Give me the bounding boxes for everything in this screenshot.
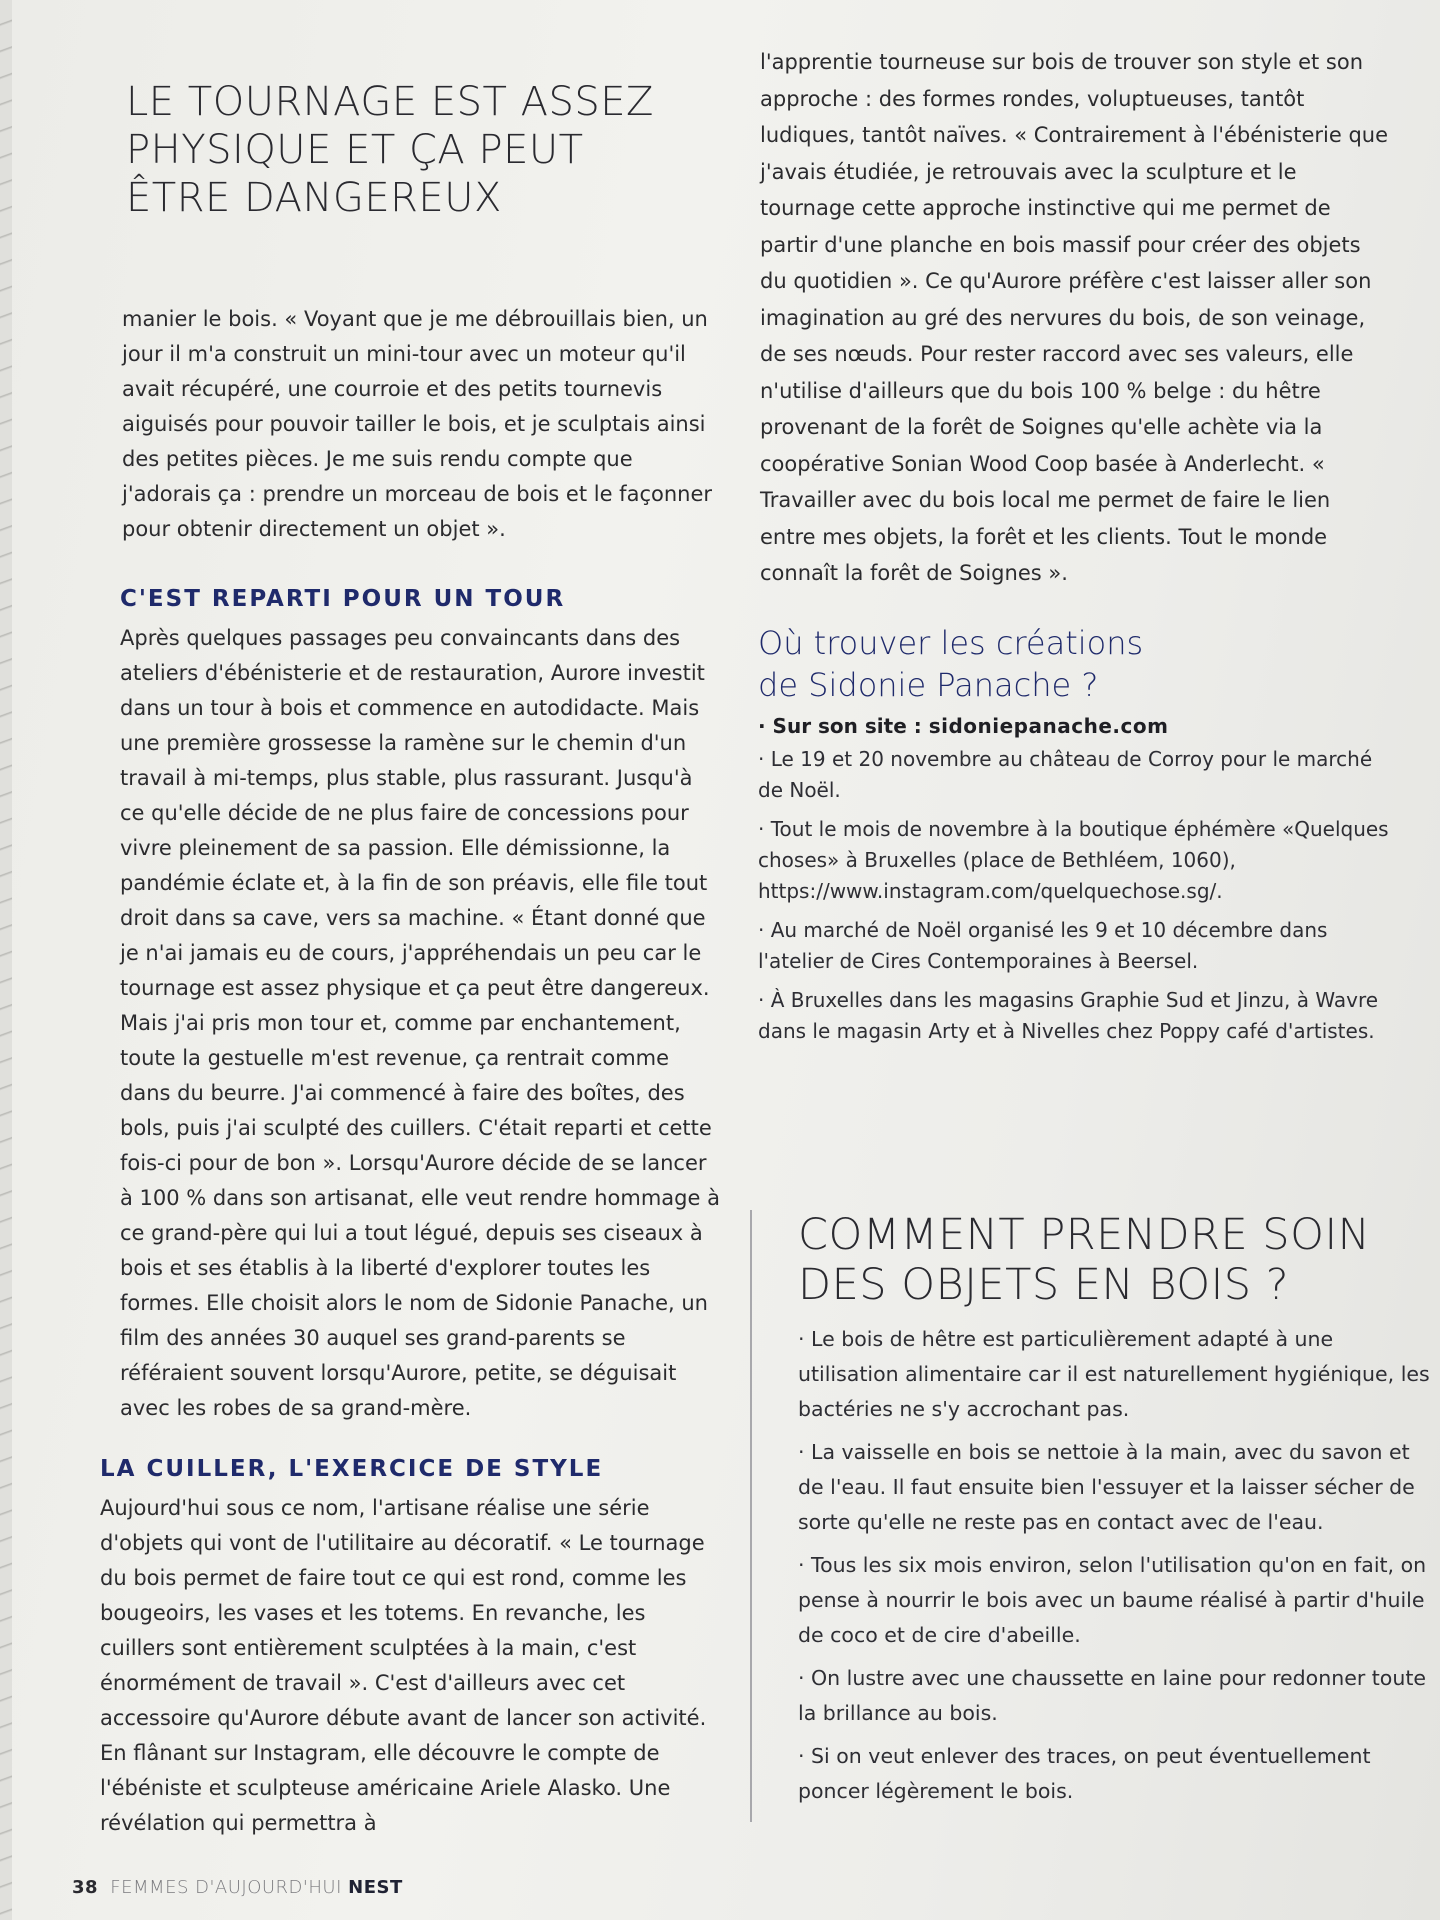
where-item-boutique: · Tout le mois de novembre à la boutique éphémère «Quelques choses» à Bruxelles (place de Bethléem, 1060), https://www.instagram.com/quelquechose.sg/. — [758, 817, 1389, 903]
where-item-shops: · À Bruxelles dans les magasins Graphie Sud et Jinzu, à Wavre dans le magasin Arty et à Nivelles chez Poppy café d'artistes. — [758, 988, 1379, 1043]
care-list — [798, 1322, 1438, 1809]
where-to-find-box — [758, 622, 1398, 1055]
right-column-body — [760, 44, 1390, 592]
care-item-poncer: · Si on veut enlever des traces, on peut éventuellement poncer légèrement le bois. — [798, 1744, 1371, 1803]
section-2-paragraph: Aujourd'hui sous ce nom, l'artisane réalise une série d'objets qui vont de l'utilitaire au décoratif. « Le tournage du bois permet de faire tout ce qui est rond, comme les bougeoirs, les vases et les totems. En revanche, les cuillers sont entièrement sculptées à la main, c'est énormément de travail ». C'est d'ailleurs avec cet accessoire qu'Aurore débute avant de lancer son activité. En flânant sur Instagram, elle découvre le compte de l'ébéniste et sculpteuse américaine Ariele Alasko. Une révélation qui permettra à — [100, 1496, 707, 1835]
page-binding-edge — [0, 0, 12, 1920]
section-heading-cuiller: LA CUILLER, L'EXERCICE DE STYLE — [100, 1456, 604, 1482]
care-item-vaisselle: · La vaisselle en bois se nettoie à la main, avec du savon et de l'eau. Il faut ensuite bien l'essuyer et la laisser sécher de sorte qu'elle ne reste pas en contact avec de l'eau. — [798, 1440, 1415, 1534]
website-line — [758, 714, 1398, 738]
wood-care-box — [750, 1210, 1438, 1822]
left-column-section-1 — [120, 582, 720, 1426]
page-number: 38 — [72, 1877, 99, 1898]
where-title-line-2: de Sidonie Panache ? — [758, 666, 1099, 704]
section-heading-reparti: C'EST REPARTI POUR UN TOUR — [120, 586, 566, 612]
where-title-line-1: Où trouver les créations — [758, 624, 1144, 662]
section-brand: NEST — [348, 1877, 403, 1898]
website-link[interactable]: sidoniepanache.com — [928, 714, 1169, 738]
where-item-beersel: · Au marché de Noël organisé les 9 et 10 décembre dans l'atelier de Cires Contemporaines à Beersel. — [758, 918, 1328, 973]
intro-paragraph: manier le bois. « Voyant que je me débrouillais bien, un jour il m'a construit un mini-tour avec un moteur qu'il avait récupéré, une courroie et des petits tournevis aiguisés pour pouvoir tailler le bois, et je sculptais ainsi des petites pièces. Je me suis rendu compte que j'adorais ça : prendre un morceau de bois et le façonner pour obtenir directement un objet ». — [122, 307, 713, 541]
care-title: COMMENT PRENDRE SOIN DES OBJETS EN BOIS ? — [798, 1210, 1371, 1310]
where-item-corroy: · Le 19 et 20 novembre au château de Corroy pour le marché de Noël. — [758, 747, 1373, 802]
magazine-name: FEMMES D'AUJOURD'HUI — [110, 1877, 342, 1898]
website-label: · Sur son site : — [758, 714, 922, 738]
care-item-nourrir: · Tous les six mois environ, selon l'utilisation qu'on en fait, on pense à nourrir le bois avec un baume réalisé à partir d'huile de coco et de cire d'abeille. — [798, 1553, 1427, 1647]
right-column-paragraph: l'apprentie tourneuse sur bois de trouver son style et son approche : des formes rondes, voluptueuses, tantôt ludiques, tantôt naïves. « Contrairement à l'ébénisterie que j'avais étudiée, je retrouvais avec la sculpture et le tournage cette approche instinctive qui me permet de partir d'une planche en bois massif pour créer des objets du quotidien ». Ce qu'Aurore préfère c'est laisser aller son imagination au gré des nervures du bois, de son veinage, de ses nœuds. Pour rester raccord avec ses valeurs, elle n'utilise d'ailleurs que du bois 100 % belge : du hêtre provenant de la forêt de Soignes qu'elle achète via la coopérative Sonian Wood Coop basée à Anderlecht. « Travailler avec du bois local me permet de faire le lien entre mes objets, la forêt et les clients. Tout le monde connaît la forêt de Soignes ». — [760, 50, 1389, 585]
left-column-intro — [122, 302, 722, 547]
left-column-section-2 — [100, 1452, 720, 1841]
page-footer — [72, 1877, 403, 1898]
care-item-lustrer: · On lustre avec une chaussette en laine pour redonner toute la brillance au bois. — [798, 1666, 1426, 1725]
where-list — [758, 744, 1398, 1047]
care-item-hetre: · Le bois de hêtre est particulièrement adapté à une utilisation alimentaire car il est naturellement hygiénique, les bactéries ne s'y accrochant pas. — [798, 1327, 1430, 1421]
where-title — [758, 622, 1398, 706]
pull-quote: LE TOURNAGE EST ASSEZ PHYSIQUE ET ÇA PEUT ÊTRE DANGEREUX — [126, 79, 654, 221]
section-1-paragraph: Après quelques passages peu convaincants dans des ateliers d'ébénisterie et de restauration, Aurore investit dans un tour à bois et commence en autodidacte. Mais une première grossesse la ramène sur le chemin d'un travail à mi-temps, plus stable, plus rassurant. Jusqu'à ce qu'elle décide de ne plus faire de concessions pour vivre pleinement de sa passion. Elle démissionne, la pandémie éclate et, à la fin de son préavis, elle file tout droit dans sa cave, vers sa machine. « Étant donné que je n'ai jamais eu de cours, j'appréhendais un peu car le tournage est assez physique et ça peut être dangereux. Mais j'ai pris mon tour et, comme par enchantement, toute la gestuelle m'est revenue, ça rentrait comme dans du beurre. J'ai commencé à faire des boîtes, des bols, puis j'ai sculpté des cuillers. C'était reparti et cette fois-ci pour de bon ». Lorsqu'Aurore décide de se lancer à 100 % dans son artisanat, elle veut rendre hommage à ce grand-père qui lui a tout légué, depuis ses ciseaux à bois et ses établis à la liberté d'explorer toutes les formes. Elle choisit alors le nom de Sidonie Panache, un film des années 30 auquel ses grand-parents se référaient souvent lorsqu'Aurore, petite, se déguisait avec les robes de sa grand-mère. — [120, 626, 720, 1420]
